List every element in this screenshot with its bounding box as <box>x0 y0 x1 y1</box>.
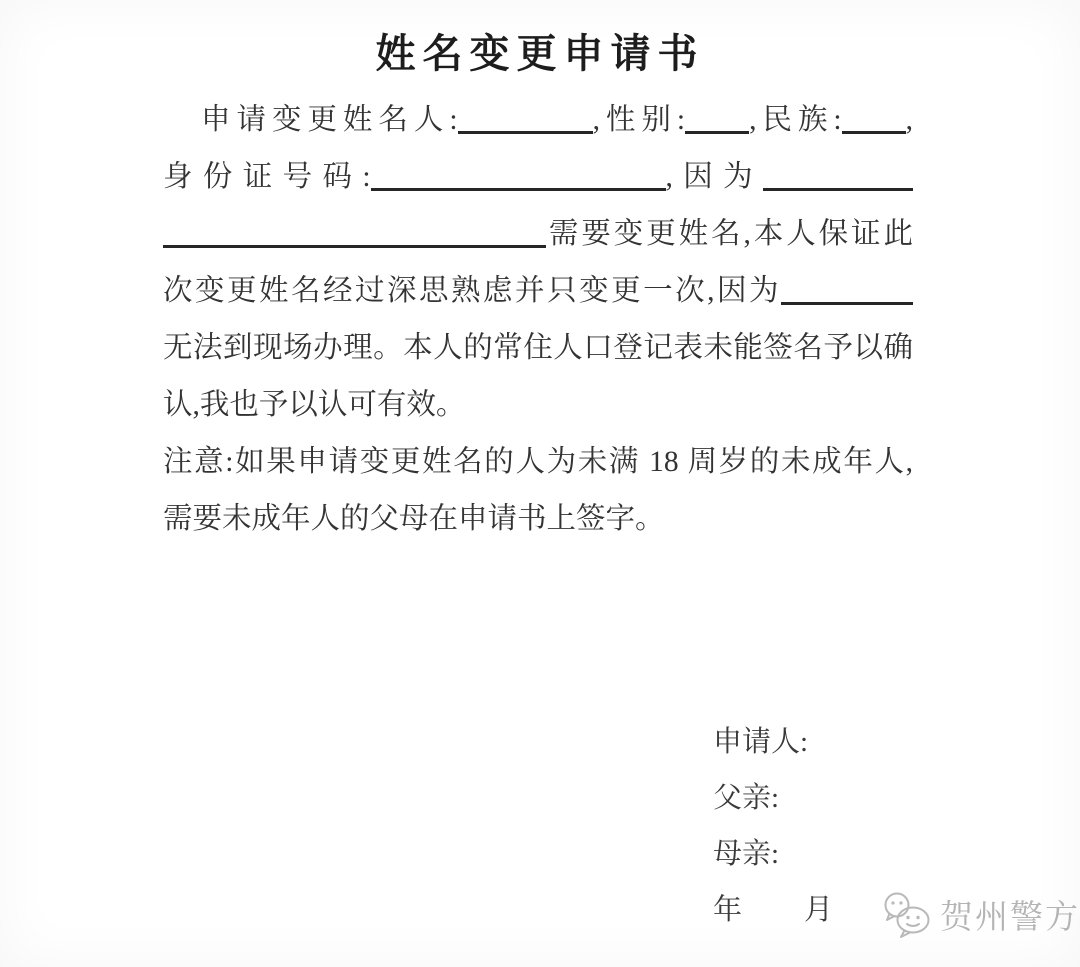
ethnicity-label: ,民族: <box>749 104 842 136</box>
father-signature-label: 父亲: <box>713 782 780 814</box>
applicant-signature-label: 申请人: <box>713 726 809 758</box>
reason-blank-1 <box>763 159 913 192</box>
applicant-name-blank <box>458 102 593 135</box>
because-label: ,因为 <box>665 161 763 193</box>
line1-trailing-comma: , <box>905 104 914 136</box>
year-label: 年 <box>713 894 743 926</box>
wechat-chat-bubbles-icon <box>880 891 934 944</box>
watermark-text: 贺州警方 <box>940 899 1080 936</box>
line3-text: 需要变更姓名,本人保证此 <box>546 218 913 250</box>
signature-block <box>713 714 833 938</box>
applicant-name-label: 申请变更姓名人: <box>201 104 458 136</box>
notice-text-part1: 注意:如果申请变更姓名的人为未满 18 周岁的未成年人, <box>163 446 913 478</box>
id-number-blank <box>371 159 666 192</box>
reason-blank-3 <box>781 273 913 306</box>
line5-text: 无法到现场办理。本人的常住人口登记表未能签名予以确 <box>163 332 913 364</box>
month-label: 月 <box>804 894 834 926</box>
gender-label: ,性别: <box>592 104 686 136</box>
form-line-5 <box>163 320 913 377</box>
document-body <box>163 92 913 548</box>
document-title: 姓名变更申请书 <box>375 32 705 76</box>
ethnicity-blank <box>842 102 906 135</box>
form-line-3 <box>163 206 913 263</box>
applicant-signature-row <box>713 714 833 770</box>
mother-signature-label: 母亲: <box>713 838 780 870</box>
form-line-7 <box>163 434 913 491</box>
mother-signature-row <box>713 826 833 882</box>
form-line-8 <box>163 491 913 548</box>
publisher-watermark <box>880 891 1080 944</box>
notice-text-part2: 需要未成年人的父母在申请书上签字。 <box>163 503 665 535</box>
line6-text: 认,我也予以认可有效。 <box>163 389 466 421</box>
line4-text: 次变更姓名经过深思熟虑并只变更一次,因为 <box>163 275 781 307</box>
gender-blank <box>685 102 749 135</box>
form-line-6 <box>163 377 913 434</box>
father-signature-row <box>713 770 833 826</box>
id-number-label: 身份证号码: <box>163 161 371 193</box>
form-line-4 <box>163 263 913 320</box>
form-line-2 <box>163 149 913 206</box>
date-row <box>713 882 833 938</box>
form-line-1 <box>163 92 913 149</box>
reason-blank-2 <box>163 216 546 249</box>
